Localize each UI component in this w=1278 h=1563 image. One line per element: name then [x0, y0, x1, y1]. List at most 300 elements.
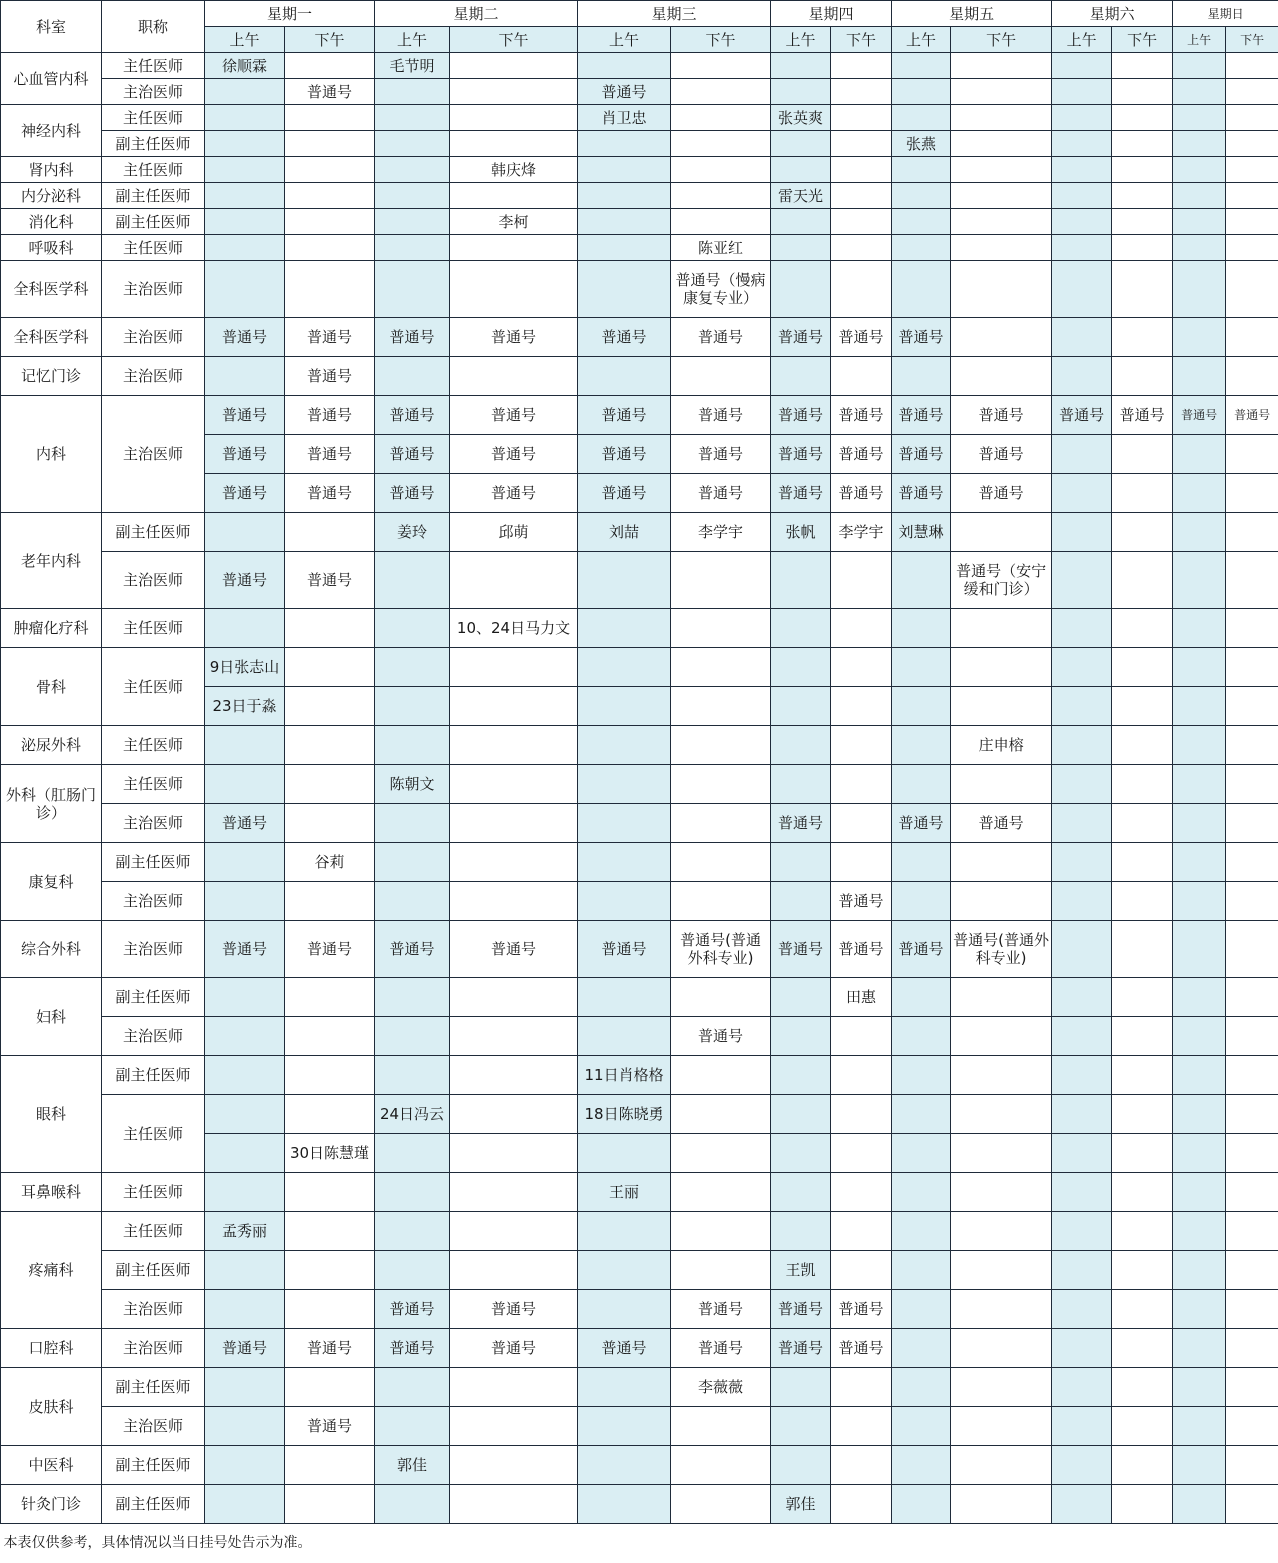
- table-row: [1, 1485, 1278, 1524]
- dept-cell: 康复科: [1, 843, 102, 921]
- schedule-cell: 李薇薇: [671, 1368, 771, 1407]
- schedule-cell: 徐顺霖: [205, 53, 285, 79]
- schedule-cell: 郭佳: [375, 1446, 450, 1485]
- table-row: [1, 1251, 1278, 1290]
- schedule-cell: [831, 765, 892, 804]
- schedule-cell: [375, 183, 450, 209]
- schedule-cell: [831, 105, 892, 131]
- schedule-cell: [375, 843, 450, 882]
- dept-cell: 耳鼻喉科: [1, 1173, 102, 1212]
- schedule-cell: 李柯: [450, 209, 578, 235]
- schedule-cell: [1112, 79, 1173, 105]
- dept-cell: 全科医学科: [1, 261, 102, 318]
- schedule-cell: [578, 804, 671, 843]
- schedule-cell: [1173, 609, 1226, 648]
- schedule-cell: [951, 1212, 1052, 1251]
- schedule-cell: [831, 648, 892, 687]
- header-pm: 下午: [1226, 27, 1278, 53]
- schedule-cell: 普通号: [205, 435, 285, 474]
- schedule-cell: [951, 687, 1052, 726]
- schedule-cell: [285, 1212, 375, 1251]
- schedule-cell: [375, 804, 450, 843]
- schedule-cell: 普通号: [205, 318, 285, 357]
- schedule-cell: [450, 1407, 578, 1446]
- schedule-cell: [1052, 882, 1112, 921]
- table-row: [1, 79, 1278, 105]
- dept-cell: 泌尿外科: [1, 726, 102, 765]
- schedule-cell: [892, 105, 951, 131]
- schedule-cell: [375, 1368, 450, 1407]
- schedule-cell: [831, 609, 892, 648]
- schedule-cell: 普通号: [671, 396, 771, 435]
- schedule-cell: [1112, 53, 1173, 79]
- schedule-cell: 普通号: [450, 435, 578, 474]
- schedule-cell: [892, 157, 951, 183]
- schedule-cell: [205, 978, 285, 1017]
- schedule-cell: [205, 609, 285, 648]
- dept-cell: 肾内科: [1, 157, 102, 183]
- schedule-cell: [578, 131, 671, 157]
- schedule-cell: [831, 1056, 892, 1095]
- schedule-cell: [892, 1173, 951, 1212]
- schedule-cell: [1052, 552, 1112, 609]
- schedule-cell: [1226, 726, 1278, 765]
- schedule-cell: [375, 1251, 450, 1290]
- schedule-cell: [450, 1446, 578, 1485]
- schedule-cell: [375, 79, 450, 105]
- schedule-cell: 普通号: [951, 474, 1052, 513]
- schedule-cell: [375, 357, 450, 396]
- table-row: [1, 609, 1278, 648]
- schedule-cell: [578, 765, 671, 804]
- schedule-cell: [892, 882, 951, 921]
- schedule-cell: [671, 131, 771, 157]
- schedule-cell: 普通号: [285, 1407, 375, 1446]
- schedule-cell: [1052, 79, 1112, 105]
- schedule-cell: [771, 261, 831, 318]
- table-row: [1, 1290, 1278, 1329]
- schedule-cell: 普通号: [951, 804, 1052, 843]
- schedule-cell: [578, 357, 671, 396]
- schedule-cell: 普通号: [285, 921, 375, 978]
- schedule-cell: [578, 1017, 671, 1056]
- schedule-cell: [671, 843, 771, 882]
- schedule-cell: 普通号: [892, 804, 951, 843]
- schedule-cell: [285, 131, 375, 157]
- schedule-cell: [1052, 318, 1112, 357]
- schedule-cell: 普通号: [285, 474, 375, 513]
- title-cell: 副主任医师: [102, 131, 205, 157]
- schedule-cell: 普通号: [285, 318, 375, 357]
- schedule-cell: 普通号: [450, 1290, 578, 1329]
- schedule-cell: [671, 1446, 771, 1485]
- schedule-cell: [285, 235, 375, 261]
- schedule-cell: 普通号: [831, 921, 892, 978]
- dept-cell: 呼吸科: [1, 235, 102, 261]
- dept-cell: 消化科: [1, 209, 102, 235]
- dept-cell: 妇科: [1, 978, 102, 1056]
- schedule-cell: [578, 1212, 671, 1251]
- schedule-cell: [1052, 1368, 1112, 1407]
- schedule-cell: 普通号: [671, 1017, 771, 1056]
- schedule-cell: 普通号: [450, 474, 578, 513]
- schedule-cell: [375, 235, 450, 261]
- schedule-cell: [771, 687, 831, 726]
- title-cell: 副主任医师: [102, 843, 205, 882]
- schedule-cell: [578, 1134, 671, 1173]
- schedule-cell: [578, 1407, 671, 1446]
- schedule-cell: [1226, 53, 1278, 79]
- table-row: [1, 396, 1278, 435]
- schedule-cell: [205, 131, 285, 157]
- schedule-cell: [450, 1056, 578, 1095]
- schedule-cell: [892, 1290, 951, 1329]
- schedule-cell: [1112, 1095, 1173, 1134]
- schedule-cell: [285, 765, 375, 804]
- schedule-cell: 普通号: [831, 1290, 892, 1329]
- schedule-cell: [1173, 1446, 1226, 1485]
- header-am: 上午: [205, 27, 285, 53]
- schedule-cell: [285, 105, 375, 131]
- schedule-cell: [892, 1407, 951, 1446]
- schedule-cell: [1112, 1173, 1173, 1212]
- schedule-cell: [578, 687, 671, 726]
- schedule-cell: [1052, 765, 1112, 804]
- schedule-cell: [1226, 921, 1278, 978]
- schedule-cell: [1226, 474, 1278, 513]
- schedule-cell: [1173, 1056, 1226, 1095]
- schedule-cell: [1173, 1485, 1226, 1524]
- header-pm: 下午: [831, 27, 892, 53]
- schedule-cell: [671, 1173, 771, 1212]
- schedule-cell: [1226, 79, 1278, 105]
- schedule-cell: [578, 648, 671, 687]
- schedule-cell: [1226, 882, 1278, 921]
- title-cell: 主治医师: [102, 318, 205, 357]
- schedule-cell: [1112, 105, 1173, 131]
- title-cell: 主任医师: [102, 609, 205, 648]
- schedule-cell: [831, 843, 892, 882]
- schedule-cell: 毛节明: [375, 53, 450, 79]
- title-cell: 主任医师: [102, 1095, 205, 1173]
- schedule-cell: [1173, 435, 1226, 474]
- schedule-cell: 普通号(普通外科专业): [671, 921, 771, 978]
- schedule-cell: 普通号: [578, 1329, 671, 1368]
- title-cell: 副主任医师: [102, 978, 205, 1017]
- schedule-cell: [1112, 1212, 1173, 1251]
- dept-cell: 内分泌科: [1, 183, 102, 209]
- schedule-cell: [450, 1017, 578, 1056]
- schedule-cell: [375, 687, 450, 726]
- schedule-cell: [450, 1485, 578, 1524]
- schedule-cell: [375, 726, 450, 765]
- schedule-cell: [450, 53, 578, 79]
- schedule-cell: [578, 157, 671, 183]
- schedule-cell: [951, 1017, 1052, 1056]
- schedule-cell: [1112, 687, 1173, 726]
- schedule-cell: [1052, 1134, 1112, 1173]
- schedule-cell: [450, 1212, 578, 1251]
- schedule-cell: 普通号: [951, 435, 1052, 474]
- schedule-cell: 邱萌: [450, 513, 578, 552]
- schedule-cell: 普通号: [375, 1290, 450, 1329]
- schedule-cell: [831, 1251, 892, 1290]
- schedule-cell: [1173, 765, 1226, 804]
- title-cell: 主任医师: [102, 235, 205, 261]
- schedule-cell: [771, 79, 831, 105]
- schedule-cell: 普通号: [205, 552, 285, 609]
- schedule-cell: [892, 843, 951, 882]
- schedule-cell: [671, 1212, 771, 1251]
- schedule-cell: [285, 209, 375, 235]
- schedule-cell: [831, 1017, 892, 1056]
- schedule-cell: [450, 687, 578, 726]
- schedule-cell: [205, 1446, 285, 1485]
- schedule-cell: [951, 105, 1052, 131]
- schedule-cell: 普通号: [831, 1329, 892, 1368]
- schedule-cell: 普通号: [578, 396, 671, 435]
- table-row: [1, 882, 1278, 921]
- dept-cell: 内科: [1, 396, 102, 513]
- schedule-cell: [450, 804, 578, 843]
- schedule-cell: [1173, 357, 1226, 396]
- schedule-cell: [1112, 183, 1173, 209]
- schedule-cell: [831, 1173, 892, 1212]
- schedule-cell: [951, 209, 1052, 235]
- schedule-cell: [205, 261, 285, 318]
- schedule-cell: [450, 357, 578, 396]
- schedule-cell: [1112, 1017, 1173, 1056]
- schedule-cell: [1173, 157, 1226, 183]
- title-cell: 主任医师: [102, 53, 205, 79]
- header-day-mon: 星期一: [205, 1, 375, 27]
- schedule-cell: [1173, 1017, 1226, 1056]
- schedule-cell: [1173, 474, 1226, 513]
- header-am: 上午: [578, 27, 671, 53]
- title-cell: 主治医师: [102, 804, 205, 843]
- schedule-cell: [450, 235, 578, 261]
- schedule-cell: 普通号: [205, 921, 285, 978]
- header-am: 上午: [1052, 27, 1112, 53]
- schedule-cell: [1052, 1290, 1112, 1329]
- title-cell: 主治医师: [102, 921, 205, 978]
- schedule-cell: [771, 1407, 831, 1446]
- schedule-cell: [831, 235, 892, 261]
- schedule-cell: 普通号: [831, 474, 892, 513]
- schedule-cell: [1226, 435, 1278, 474]
- schedule-cell: 张帆: [771, 513, 831, 552]
- title-cell: 主治医师: [102, 1017, 205, 1056]
- schedule-cell: [831, 1212, 892, 1251]
- schedule-cell: 姜玲: [375, 513, 450, 552]
- schedule-cell: 普通号: [375, 474, 450, 513]
- schedule-cell: 普通号: [831, 435, 892, 474]
- schedule-cell: 庄申榕: [951, 726, 1052, 765]
- schedule-cell: [1173, 648, 1226, 687]
- schedule-cell: [671, 978, 771, 1017]
- schedule-cell: [831, 357, 892, 396]
- schedule-cell: [1052, 1329, 1112, 1368]
- schedule-cell: 普通号: [285, 396, 375, 435]
- schedule-cell: [1173, 804, 1226, 843]
- schedule-cell: [578, 882, 671, 921]
- schedule-cell: 18日陈晓勇: [578, 1095, 671, 1134]
- schedule-cell: [578, 1251, 671, 1290]
- title-cell: 副主任医师: [102, 209, 205, 235]
- schedule-cell: [1112, 157, 1173, 183]
- schedule-cell: [450, 978, 578, 1017]
- schedule-cell: [205, 513, 285, 552]
- schedule-cell: [1173, 131, 1226, 157]
- schedule-cell: [671, 1134, 771, 1173]
- schedule-cell: [951, 1407, 1052, 1446]
- schedule-cell: [1226, 978, 1278, 1017]
- title-cell: 主任医师: [102, 726, 205, 765]
- schedule-cell: [578, 235, 671, 261]
- table-row: [1, 765, 1278, 804]
- table-row: [1, 157, 1278, 183]
- schedule-cell: [1226, 648, 1278, 687]
- title-cell: 主任医师: [102, 1212, 205, 1251]
- schedule-cell: [951, 843, 1052, 882]
- schedule-cell: [771, 53, 831, 79]
- schedule-cell: 普通号: [285, 1329, 375, 1368]
- schedule-cell: [285, 1173, 375, 1212]
- schedule-cell: [205, 1290, 285, 1329]
- table-row: [1, 978, 1278, 1017]
- schedule-cell: 普通号: [375, 318, 450, 357]
- schedule-cell: [951, 1173, 1052, 1212]
- table-row: [1, 183, 1278, 209]
- dept-cell: 全科医学科: [1, 318, 102, 357]
- schedule-cell: 普通号: [771, 1290, 831, 1329]
- schedule-cell: 普通号: [578, 435, 671, 474]
- schedule-cell: 普通号: [671, 435, 771, 474]
- schedule-cell: [450, 882, 578, 921]
- schedule-cell: [1052, 1056, 1112, 1095]
- schedule-cell: [1112, 1446, 1173, 1485]
- header-day-thu: 星期四: [771, 1, 892, 27]
- schedule-cell: [205, 235, 285, 261]
- schedule-cell: [1112, 609, 1173, 648]
- schedule-cell: [1052, 1173, 1112, 1212]
- schedule-cell: [375, 209, 450, 235]
- schedule-cell: [1173, 843, 1226, 882]
- schedule-cell: 普通号: [450, 921, 578, 978]
- schedule-cell: [1226, 235, 1278, 261]
- dept-cell: 记忆门诊: [1, 357, 102, 396]
- schedule-cell: [205, 1017, 285, 1056]
- schedule-cell: 普通号: [771, 474, 831, 513]
- schedule-cell: [1173, 261, 1226, 318]
- title-cell: 主任医师: [102, 1173, 205, 1212]
- table-row: [1, 131, 1278, 157]
- schedule-cell: [450, 648, 578, 687]
- schedule-cell: [671, 726, 771, 765]
- schedule-cell: [951, 882, 1052, 921]
- schedule-cell: 张燕: [892, 131, 951, 157]
- schedule-cell: [892, 978, 951, 1017]
- schedule-cell: 田惠: [831, 978, 892, 1017]
- schedule-cell: [1226, 1446, 1278, 1485]
- schedule-cell: [578, 1485, 671, 1524]
- schedule-cell: [578, 843, 671, 882]
- schedule-cell: [1052, 726, 1112, 765]
- header-am: 上午: [892, 27, 951, 53]
- dept-cell: 骨科: [1, 648, 102, 726]
- schedule-cell: [1226, 1095, 1278, 1134]
- schedule-cell: 普通号: [831, 318, 892, 357]
- table-row: [1, 1368, 1278, 1407]
- schedule-cell: [578, 1368, 671, 1407]
- schedule-cell: [205, 1251, 285, 1290]
- schedule-cell: [1052, 687, 1112, 726]
- schedule-cell: [771, 131, 831, 157]
- schedule-cell: 普通号（安宁缓和门诊）: [951, 552, 1052, 609]
- schedule-cell: [951, 765, 1052, 804]
- schedule-cell: [671, 157, 771, 183]
- schedule-cell: [831, 1407, 892, 1446]
- schedule-cell: [285, 1368, 375, 1407]
- schedule-cell: 普通号: [450, 318, 578, 357]
- schedule-cell: [1112, 1056, 1173, 1095]
- schedule-cell: 韩庆烽: [450, 157, 578, 183]
- schedule-cell: [951, 648, 1052, 687]
- schedule-cell: [375, 609, 450, 648]
- schedule-cell: [1052, 474, 1112, 513]
- title-cell: 主治医师: [102, 552, 205, 609]
- schedule-cell: [375, 261, 450, 318]
- schedule-cell: [771, 357, 831, 396]
- schedule-cell: [671, 765, 771, 804]
- schedule-cell: 郭佳: [771, 1485, 831, 1524]
- schedule-cell: 普通号: [205, 1329, 285, 1368]
- schedule-cell: 10、24日马力文: [450, 609, 578, 648]
- schedule-cell: 普通号: [892, 318, 951, 357]
- schedule-cell: [831, 552, 892, 609]
- schedule-cell: [892, 357, 951, 396]
- title-cell: 主任医师: [102, 648, 205, 726]
- schedule-cell: [205, 79, 285, 105]
- schedule-cell: 李学宇: [831, 513, 892, 552]
- schedule-cell: [1173, 1134, 1226, 1173]
- schedule-cell: 普通号: [1052, 396, 1112, 435]
- schedule-cell: 陈朝文: [375, 765, 450, 804]
- schedule-cell: [205, 105, 285, 131]
- schedule-cell: [375, 1485, 450, 1524]
- header-day-wed: 星期三: [578, 1, 771, 27]
- schedule-cell: [831, 53, 892, 79]
- table-row: [1, 1173, 1278, 1212]
- schedule-cell: [450, 843, 578, 882]
- schedule-cell: [285, 882, 375, 921]
- schedule-cell: [892, 552, 951, 609]
- schedule-cell: [1052, 183, 1112, 209]
- schedule-cell: [578, 209, 671, 235]
- schedule-cell: [205, 1368, 285, 1407]
- schedule-cell: [892, 648, 951, 687]
- title-cell: 主治医师: [102, 1407, 205, 1446]
- schedule-cell: [205, 1134, 285, 1173]
- schedule-cell: [1052, 105, 1112, 131]
- schedule-cell: [205, 357, 285, 396]
- schedule-cell: 普通号: [771, 1329, 831, 1368]
- schedule-cell: [831, 79, 892, 105]
- schedule-cell: [1226, 357, 1278, 396]
- schedule-cell: [1112, 1134, 1173, 1173]
- schedule-cell: [951, 157, 1052, 183]
- schedule-cell: [1052, 1407, 1112, 1446]
